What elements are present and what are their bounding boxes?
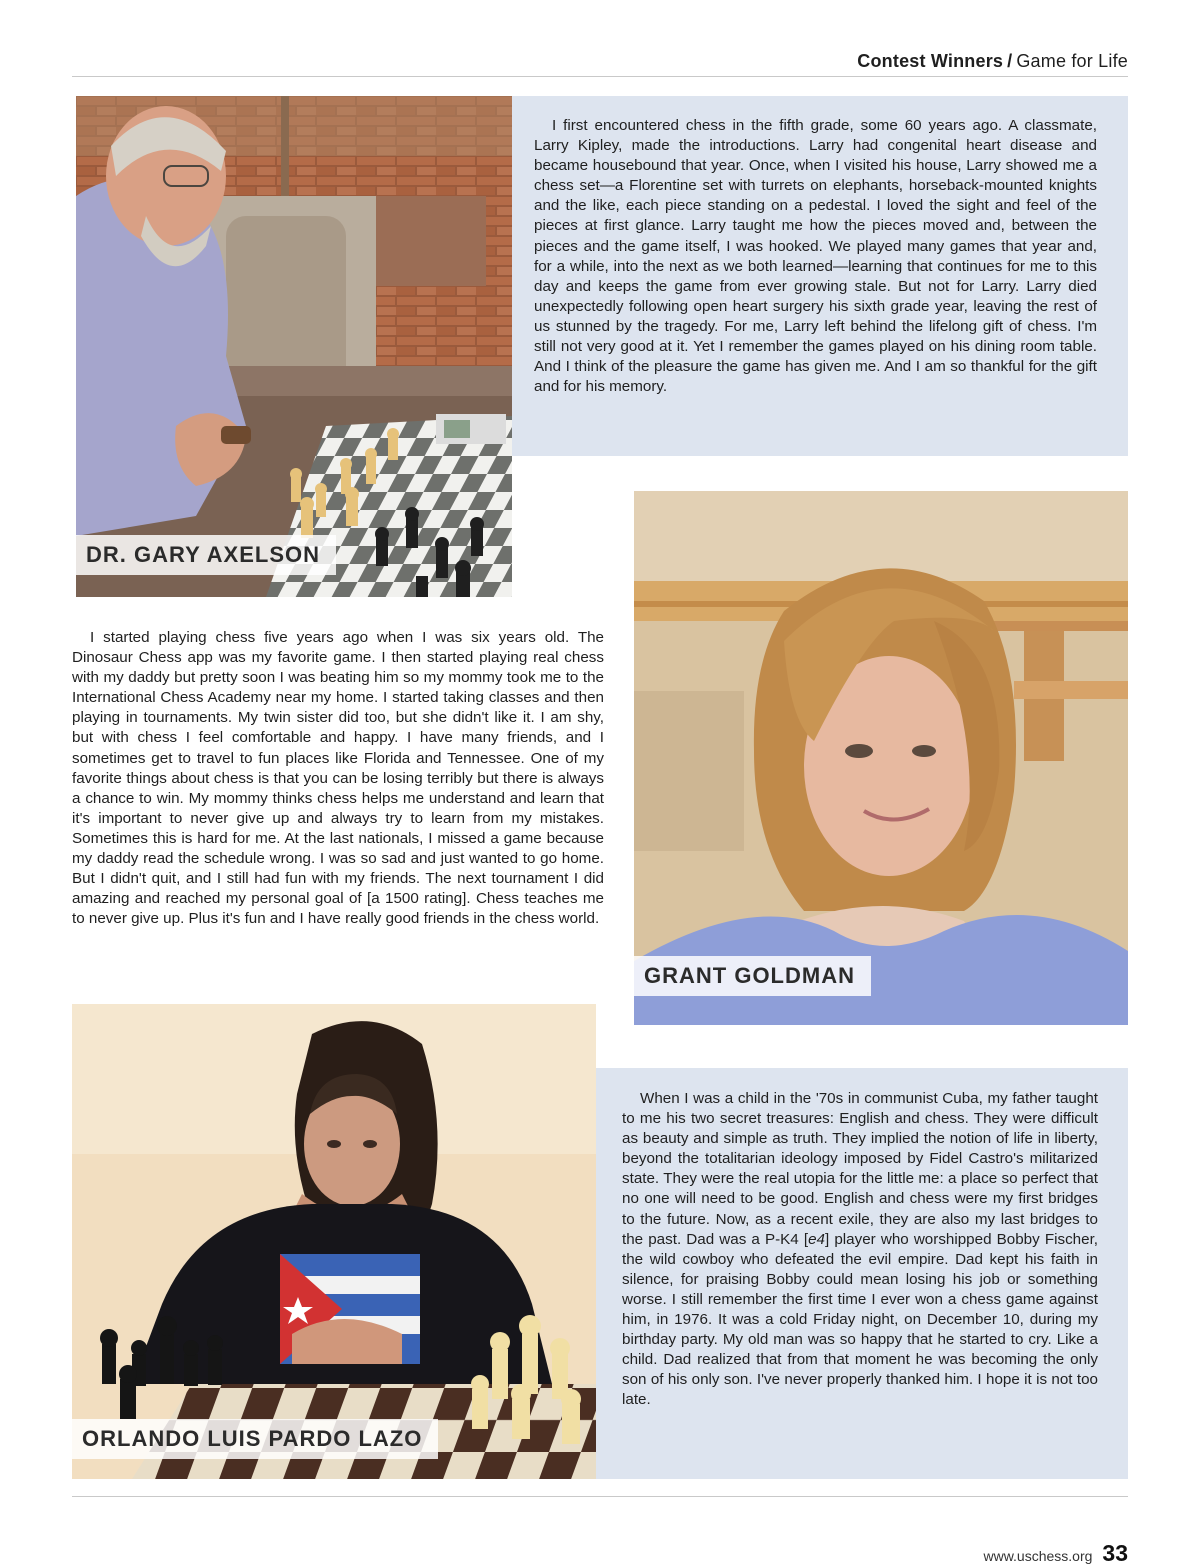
goldman-story — [72, 628, 604, 973]
goldman-photo — [634, 491, 1128, 1025]
footer-rule — [72, 1496, 1128, 1497]
goldman-story-text: I started playing chess five years ago when I was six years old. The Dinosaur Chess app was my favorite game. I then started playing real chess with my daddy but pretty soon I was beating him so my mommy took me to the International Chess Academy near my home. I started taking classes and then playing in tournaments. My twin sister did too, but she didn't like it. I am shy, but with chess I feel comfortable and happy. I have many friends, and I sometimes get to travel to fun places like Florida and Tennessee. One of my favorite things about chess is that you can be losing terribly but there is always a chance to win. My mommy thinks chess helps me understand and learn that it's important to never give up and always try to learn from my mistakes. Sometimes this is hard for me. At the last nationals, I missed a game because my daddy read the schedule wrong. I was so sad and just wanted to go home. But I didn't quit, and I still had fun with my friends. The next tournament I did amazing and reached my personal goal of [a 1500 rating]. Chess teaches me to never give up. Plus it's fun and I have really good friends in the chess world. — [72, 629, 604, 928]
axelson-name-tag: DR. GARY AXELSON — [76, 535, 336, 575]
pardo-story-text: When I was a child in the '70s in communist Cuba, my father taught to me his two secret treasures: English and chess. They were difficult as beauty and simple as truth. They implied the notion of life in liberty, beyond the totalitarian ideology imposed by Fidel Castro's militarized state. They were the real utopia for the little me: a place so perfect that no one will need to be good. English and chess were my first bridges to the future. Now, as a recent exile, they are also my last bridges to the past. Dad was a P-K4 [e4] player who worshipped Bobby Fischer, the wild cowboy who defeated the evil empire. Dad kept his faith in silence, for praising Bobby could mean losing his job or something worse. I still remember the first time I ever won a chess game against him, in 1976. It was a cold Friday night, on December 10, during my birthday party. My old man was so happy that he started to cry. Like a child. Dad realized that from that moment he was becoming the only son of his only son. I've never properly thanked him. I hope it is not too late. — [622, 1090, 1099, 1409]
goldman-name-tag: GRANT GOLDMAN — [634, 956, 871, 996]
page-footer — [983, 1540, 1128, 1564]
axelson-story — [512, 96, 1128, 456]
footer-url: www.uschess.org — [983, 1548, 1093, 1564]
axelson-story-text: I first encountered chess in the fifth grade, some 60 years ago. A classmate, Larry Kipley, made the introductions. Larry had congenital heart disease and became housebound that year. Once, when I visited his house, Larry showed me a chess set—a Florentine set with turrets on elephants, horseback-mounted knights and the like, each piece standing on a pedestal. I loved the sight and feel of the pieces at first glance. Larry taught me how the pieces moved and, between the pieces and the game itself, I was hooked. We played many games that year and, for a while, into the next as we both learned—learning that continues for me to this day and keeps the game from ever growing stale. But not for Larry. Larry died unexpectedly following open heart surgery his sixth grade year, leaving the rest of us stunned by the tragedy. For me, Larry left behind the lifelong gift of chess. I'm still not very good at it. Yet I remember the games played on his dining room table. And I think of the pleasure the game has given me. And I am so thankful for the gift and for his memory. — [534, 117, 1097, 396]
pardo-story — [596, 1068, 1128, 1479]
pardo-name-tag: ORLANDO LUIS PARDO LAZO — [72, 1419, 438, 1459]
page-number: 33 — [1102, 1540, 1128, 1566]
header-separator: / — [1007, 51, 1013, 71]
section-title: Contest Winners — [857, 51, 1004, 71]
pardo-photo — [72, 1004, 596, 1479]
axelson-photo — [76, 96, 512, 597]
header-rule — [72, 76, 1128, 77]
running-head — [857, 51, 1128, 72]
article-title: Game for Life — [1016, 51, 1128, 71]
